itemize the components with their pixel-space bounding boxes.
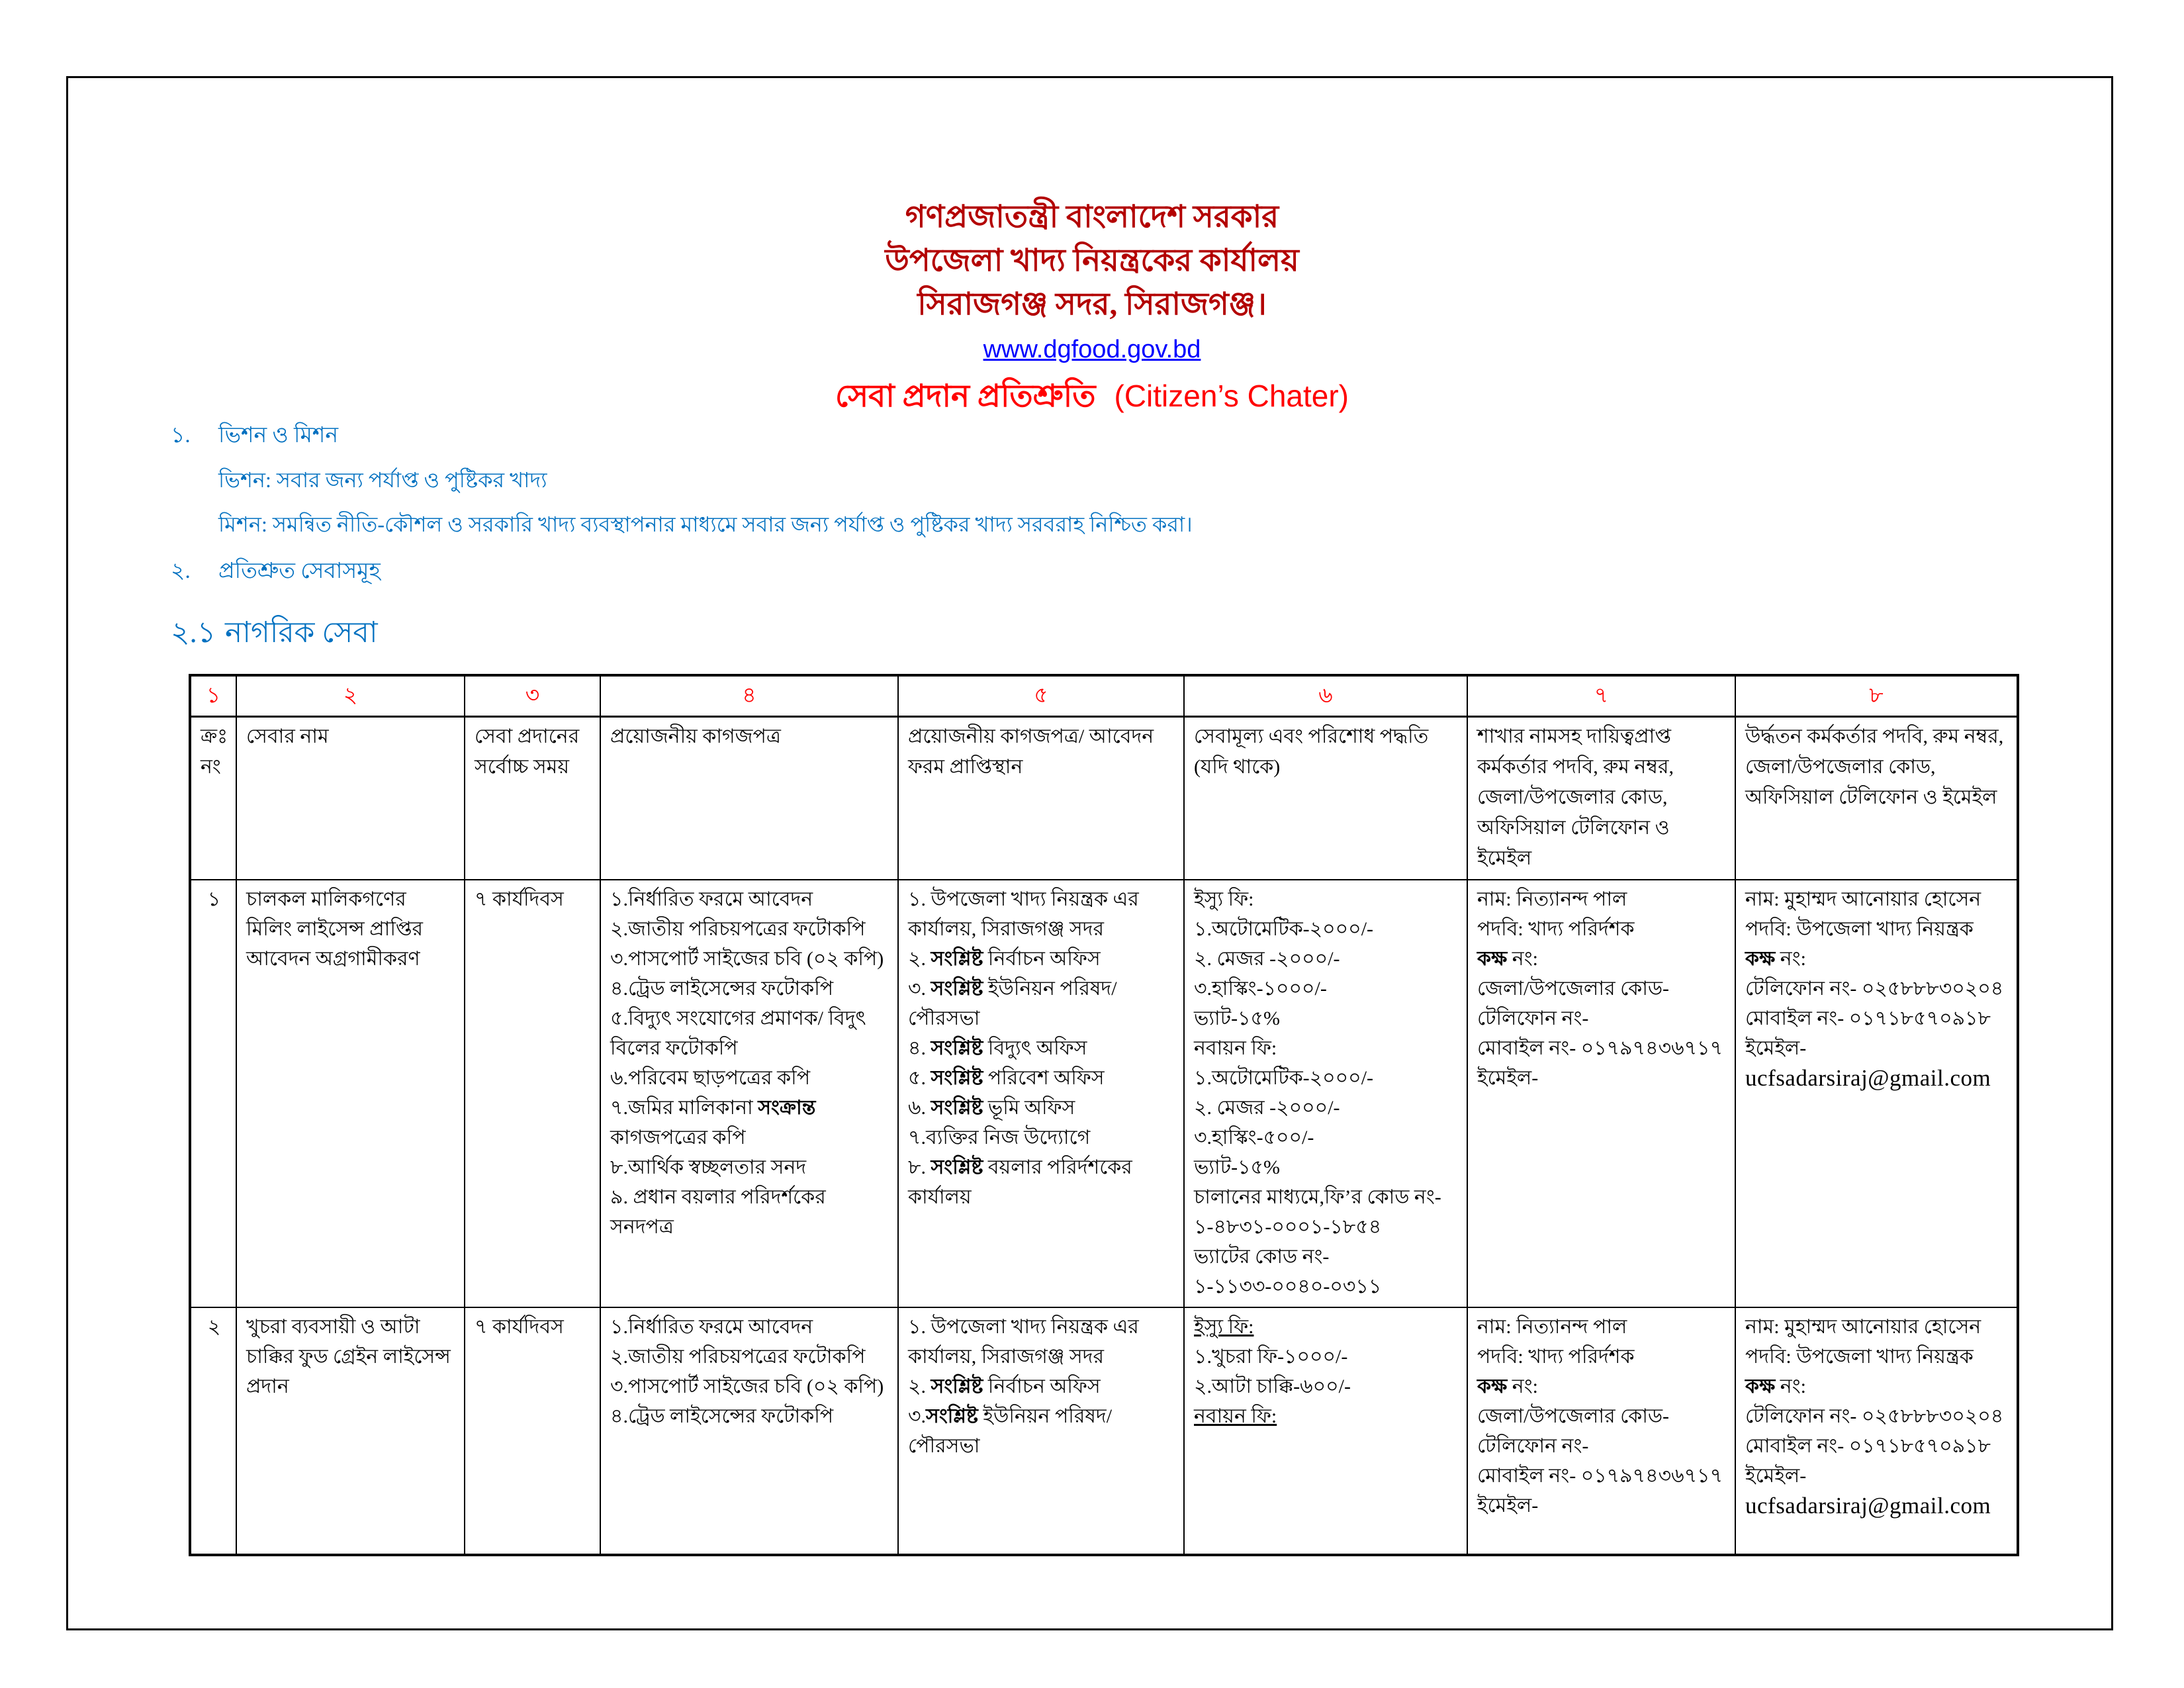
cell-line: ৩.সংশ্লিষ্ট ইউনিয়ন পরিষদ/পৌরসভা — [908, 1405, 1113, 1457]
cell-line: ভ্যাটের কোড নং- — [1194, 1245, 1330, 1268]
section-1-title: ভিশন ও মিশন — [218, 424, 339, 447]
time-cell — [465, 880, 600, 1307]
cell-line: ৬.পরিবেম ছাড়পত্রের কপি — [610, 1066, 811, 1089]
col-number-cell: ৭ — [1467, 675, 1735, 716]
cell-line: মোবাইল নং- ০১৭১৮৫৭০৯১৮ — [1745, 1007, 1991, 1029]
cell-line: নাম: নিত্যানন্দ পাল — [1477, 1315, 1627, 1338]
col-header-serial: ক্রঃ নং — [190, 716, 236, 880]
cell-line: ২. সংশ্লিষ্ট নির্বাচন অফিস — [908, 947, 1101, 970]
cell-line: ইমেইল- — [1745, 1464, 1807, 1487]
charter-title — [0, 375, 2184, 424]
senior-officer-cell — [1735, 880, 2018, 1307]
cell-line: ভ্যাট-১৫% — [1194, 1156, 1281, 1178]
col-header-senior-officer: উর্দ্ধতন কর্মকর্তার পদবি, রুম নম্বর, জেলা/উপজেলার কোড, অফিসিয়াল টেলিফোন ও ইমেইল — [1735, 716, 2018, 880]
cell-line: টেলিফোন নং- ০২৫৮৮৮৩০২০৪ — [1745, 977, 2004, 1000]
charter-title-bengali: সেবা প্রদান প্রতিশ্রুতি — [835, 379, 1096, 414]
section-2-title: প্রতিশ্রুত সেবাসমূহ — [218, 559, 381, 583]
cell-line: টেলিফোন নং- — [1477, 1007, 1589, 1029]
cell-line: ৭ কার্যদিবস — [475, 888, 564, 910]
cell-line: ২.জাতীয় পরিচয়পত্রের ফটোকপি — [610, 917, 866, 940]
table-row — [190, 1307, 2018, 1555]
cell-line: ৩.পাসপোর্ট সাইজের চবি (০২ কপি) — [610, 947, 884, 970]
cell-line: ৩.হাস্কিং-১০০০/- — [1194, 977, 1327, 1000]
cell-line: ৪.ট্রেড লাইসেন্সের ফটোকপি — [610, 977, 834, 1000]
cell-line: পদবি: খাদ্য পরির্দশক — [1477, 1345, 1635, 1368]
mission-line: মিশন: সমন্বিত নীতি-কৌশল ও সরকারি খাদ্য ব্যবস্থাপনার মাধ্যমে সবার জন্য পর্যাপ্ত ও পুষ্টিকর খাদ্য সরবরাহ নিশ্চিত করা। — [218, 512, 1193, 536]
cell-line: ucfsadarsiraj@gmail.com — [1745, 1064, 1991, 1091]
col-number-cell: ৪ — [600, 675, 898, 716]
senior-officer-cell — [1735, 1307, 2018, 1555]
office-title: উপজেলা খাদ্য নিয়ন্ত্রকের কার্যালয় — [885, 244, 1299, 278]
cell-line: ১.নির্ধারিত ফরমে আবেদন — [610, 888, 813, 910]
col-number-cell: ৬ — [1184, 675, 1467, 716]
section-2-1-number: ২.১ — [171, 616, 216, 649]
cell-line: ৪.ট্রেড লাইসেন্সের ফটোকপি — [610, 1405, 834, 1427]
cell-line: ২. মেজর -২০০০/- — [1194, 947, 1340, 970]
col-header-service-name: সেবার নাম — [236, 716, 465, 880]
fees-cell — [1184, 880, 1467, 1307]
cell-line: পদবি: খাদ্য পরির্দশক — [1477, 917, 1635, 940]
section-1-number: ১. — [171, 424, 191, 447]
col-header-documents: প্রয়োজনীয় কাগজপত্র — [600, 716, 898, 880]
officer-cell — [1467, 1307, 1735, 1555]
service-name-cell — [236, 1307, 465, 1555]
cell-line: ১.নির্ধারিত ফরমে আবেদন — [610, 1315, 813, 1338]
cell-line: কক্ষ নং: — [1745, 1375, 1806, 1397]
cell-line: ৫.বিদ্যুৎ সংযোগের প্রমাণক/ বিদুৎ বিলের ফটোকপি — [610, 1007, 866, 1059]
col-header-fees: সেবামূল্য এবং পরিশোধ পদ্ধতি (যদি থাকে) — [1184, 716, 1467, 880]
col-number-cell: ৮ — [1735, 675, 2018, 716]
cell-line: টেলিফোন নং- ০২৫৮৮৮৩০২০৪ — [1745, 1405, 2004, 1427]
cell-line: জেলা/উপজেলার কোড- — [1477, 1405, 1670, 1427]
cell-line: ইমেইল- — [1477, 1494, 1539, 1517]
cell-line: কক্ষ নং: — [1477, 1375, 1538, 1397]
fees-cell — [1184, 1307, 1467, 1555]
cell-line: ৬. সংশ্লিষ্ট ভূমি অফিস — [908, 1096, 1075, 1119]
cell-line: চালানের মাধ্যমে,ফি’র কোড নং- — [1194, 1186, 1441, 1208]
cell-line: মোবাইল নং- ০১৭৯৭৪৩৬৭১৭ — [1477, 1464, 1723, 1487]
cell-line: ৮. সংশ্লিষ্ট বয়লার পরির্দশকের কার্যালয় — [908, 1156, 1132, 1208]
cell-line: ১-৪৮৩১-০০০১-১৮৫৪ — [1194, 1215, 1382, 1238]
cell-line: ৭.জমির মালিকানা সংক্রান্ত কাগজপত্রের কপি — [610, 1096, 816, 1149]
cell-line: চালকল মালিকগণের মিলিং লাইসেন্স প্রাপ্তির আবেদন অগ্রগামীকরণ — [246, 888, 424, 970]
col-number-cell: ২ — [236, 675, 465, 716]
cell-line: টেলিফোন নং- — [1477, 1434, 1589, 1457]
cell-line: মোবাইল নং- ০১৭৯৭৪৩৬৭১৭ — [1477, 1037, 1723, 1059]
cell-line: ১.অটোমেটিক-২০০০/- — [1194, 1066, 1374, 1089]
cell-line: খুচরা ব্যবসায়ী ও আটা চাক্কির ফুড গ্রেইন লাইসেন্স প্রদান — [246, 1315, 451, 1397]
vision-line: ভিশন: সবার জন্য পর্যাপ্ত ও পুষ্টিকর খাদ্য — [218, 468, 547, 492]
cell-line: ৯. প্রধান বয়লার পরিদর্শকের সনদপত্র — [610, 1186, 826, 1238]
cell-line: ৫. সংশ্লিষ্ট পরিবেশ অফিস — [908, 1066, 1105, 1089]
serial-cell: ২ — [190, 1307, 236, 1555]
cell-line: ৩. সংশ্লিষ্ট ইউনিয়ন পরিষদ/পৌরসভা — [908, 977, 1117, 1029]
cell-line: ইস্যু ফি: — [1194, 1315, 1254, 1338]
cell-line: ৭.ব্যক্তির নিজ উদ্যোগে — [908, 1126, 1091, 1149]
cell-line: ইমেইল- — [1745, 1037, 1807, 1059]
cell-line: ৩.পাসপোর্ট সাইজের চবি (০২ কপি) — [610, 1375, 884, 1397]
cell-line: ভ্যাট-১৫% — [1194, 1007, 1281, 1029]
documents-cell — [600, 880, 898, 1307]
form-source-cell — [898, 1307, 1184, 1555]
col-number-cell: ১ — [190, 675, 236, 716]
cell-line: নাম: মুহাম্মদ আনোয়ার হোসেন — [1745, 1315, 1981, 1338]
cell-line: ৩.হাস্কিং-৫০০/- — [1194, 1126, 1314, 1149]
citizen-services-table — [189, 674, 2019, 1556]
website-link[interactable]: www.dgfood.gov.bd — [983, 336, 1201, 363]
document-header — [0, 195, 2184, 424]
cell-line: জেলা/উপজেলার কোড- — [1477, 977, 1670, 1000]
table-row — [190, 880, 2018, 1307]
cell-line: ৮.আর্থিক স্বচ্ছলতার সনদ — [610, 1156, 807, 1178]
office-location: সিরাজগঞ্জ সদর, সিরাজগঞ্জ। — [917, 287, 1267, 322]
cell-line: ২. সংশ্লিষ্ট নির্বাচন অফিস — [908, 1375, 1101, 1397]
form-source-cell — [898, 880, 1184, 1307]
cell-line: নবায়ন ফি: — [1194, 1405, 1277, 1427]
cell-line: নাম: নিত্যানন্দ পাল — [1477, 888, 1627, 910]
charter-title-english: (Citizen’s Chater) — [1114, 379, 1349, 413]
cell-line: পদবি: উপজেলা খাদ্য নিয়ন্ত্রক — [1745, 1345, 1974, 1368]
cell-line: ২.আটা চাক্কি-৬০০/- — [1194, 1375, 1351, 1397]
service-name-cell — [236, 880, 465, 1307]
section-1-heading — [171, 422, 1997, 449]
section-2-1-heading — [171, 616, 1997, 650]
section-2-number: ২. — [171, 559, 191, 583]
cell-line: ১.অটোমেটিক-২০০০/- — [1194, 917, 1374, 940]
section-list — [171, 422, 1997, 650]
cell-line: ইস্যু ফি: — [1194, 888, 1254, 910]
cell-line: নবায়ন ফি: — [1194, 1037, 1277, 1059]
officer-cell — [1467, 880, 1735, 1307]
cell-line: ১. উপজেলা খাদ্য নিয়ন্ত্রক এর কার্যালয়, সিরাজগঞ্জ সদর — [908, 1315, 1139, 1368]
cell-line: ucfsadarsiraj@gmail.com — [1745, 1492, 1991, 1519]
cell-line: পদবি: উপজেলা খাদ্য নিয়ন্ত্রক — [1745, 917, 1974, 940]
cell-line: ২.জাতীয় পরিচয়পত্রের ফটোকপি — [610, 1345, 866, 1368]
cell-line: ৭ কার্যদিবস — [475, 1315, 564, 1338]
cell-line: ৪. সংশ্লিষ্ট বিদ্যুৎ অফিস — [908, 1037, 1087, 1059]
column-header-row — [190, 716, 2018, 880]
col-header-form-source: প্রয়োজনীয় কাগজপত্র/ আবেদন ফরম প্রাপ্তিস্থান — [898, 716, 1184, 880]
section-2-heading — [171, 558, 1997, 585]
documents-cell — [600, 1307, 898, 1555]
website-row — [0, 330, 2184, 374]
cell-line: ১.খুচরা ফি-১০০০/- — [1194, 1345, 1348, 1368]
time-cell — [465, 1307, 600, 1555]
col-number-cell: ৩ — [465, 675, 600, 716]
cell-line: ২. মেজর -২০০০/- — [1194, 1096, 1340, 1119]
government-title: গণপ্রজাতন্ত্রী বাংলাদেশ সরকার — [905, 200, 1279, 234]
cell-line: কক্ষ নং: — [1745, 947, 1806, 970]
col-number-cell: ৫ — [898, 675, 1184, 716]
serial-cell: ১ — [190, 880, 236, 1307]
cell-line: ১-১১৩৩-০০৪০-০৩১১ — [1194, 1275, 1382, 1297]
cell-line: কক্ষ নং: — [1477, 947, 1538, 970]
cell-line: মোবাইল নং- ০১৭১৮৫৭০৯১৮ — [1745, 1434, 1991, 1457]
section-2-1-title: নাগরিক সেবা — [225, 616, 378, 649]
cell-line: ১. উপজেলা খাদ্য নিয়ন্ত্রক এর কার্যালয়, সিরাজগঞ্জ সদর — [908, 888, 1139, 940]
cell-line: ইমেইল- — [1477, 1066, 1539, 1089]
col-header-officer: শাখার নামসহ দায়িত্বপ্রাপ্ত কর্মকর্তার পদবি, রুম নম্বর, জেলা/উপজেলার কোড, অফিসিয়াল টেলিফোন ও ইমেইল — [1467, 716, 1735, 880]
column-number-row — [190, 675, 2018, 716]
col-header-max-time: সেবা প্রদানের সর্বোচ্চ সময় — [465, 716, 600, 880]
cell-line: নাম: মুহাম্মদ আনোয়ার হোসেন — [1745, 888, 1981, 910]
